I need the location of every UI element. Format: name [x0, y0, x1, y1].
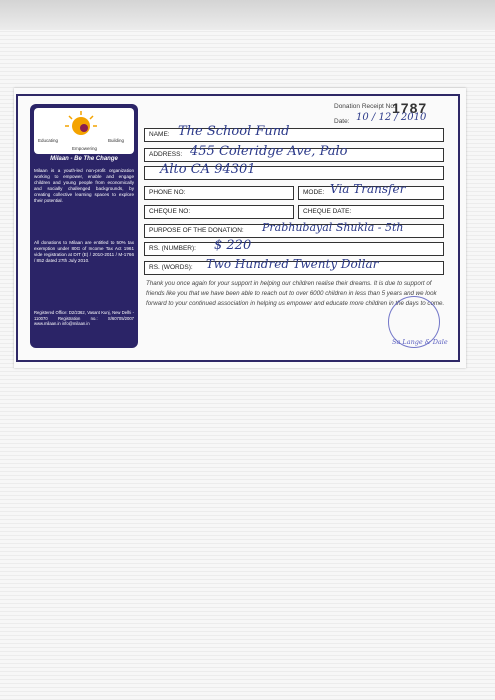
cheque-no-row: [144, 205, 294, 219]
receipt-number: 1787: [392, 100, 428, 116]
sidebar-office-address: Registered Office: D2/2362, Vasant Kunj, New Delhi - 110070 Registration no.: S/60705/2007 www.milaan.in info@milaan.in: [34, 310, 134, 326]
purpose-value: Prabhubayal Shukla - 5th: [262, 221, 404, 234]
cheque-date-label: CHEQUE DATE:: [303, 208, 352, 215]
rs-number-value: $ 220: [214, 238, 252, 253]
cheque-date-row: [298, 205, 444, 219]
sidebar-tax-note: All donations to Milaan are entitled to 50% tax exemption under 80G of Income Tax Act 1961 vide registration at DIT (E) / 2010-2011 / M-1766 / 852 dated 27th July 2010.: [34, 240, 134, 263]
organization-sidebar: [30, 104, 138, 348]
rs-words-value: Two Hundred Twenty Dollar: [206, 257, 379, 271]
phone-label: PHONE NO:: [149, 189, 186, 196]
mode-label: MODE:: [303, 189, 325, 196]
rs-number-row: [144, 242, 444, 256]
address-label: ADDRESS:: [149, 151, 183, 158]
sun-logo-icon: [64, 110, 98, 138]
phone-row: [144, 186, 294, 200]
rs-number-label: RS. (NUMBER):: [149, 245, 196, 252]
address-line-1: 455 Coleridge Ave, Palo: [190, 144, 348, 159]
sidebar-tagline: Milaan - Be The Change: [50, 156, 118, 162]
name-label: NAME:: [149, 131, 170, 138]
address-line-2: Alto CA 94301: [160, 162, 256, 177]
sidebar-about-text: Milaan is a youth-led non-profit organization working to empower, enable and engage children and young people from economically and socially challenged backgrounds, by creating collective learning spaces to explore their potential.: [34, 168, 134, 203]
scan-top-shadow: [0, 0, 495, 30]
name-value: The School Fund: [178, 124, 290, 139]
receipt-title: Donation Receipt No.: [334, 103, 396, 110]
date-value: 10 / 12 / 2010: [356, 112, 427, 123]
milaan-logo: [34, 108, 134, 154]
mode-value: Via Transfer: [330, 182, 406, 196]
logo-word-educating: Educating: [38, 138, 59, 143]
purpose-label: PURPOSE OF THE DONATION:: [149, 227, 244, 234]
signature: Sa Lange & Dale: [392, 338, 448, 346]
rs-words-label: RS. (WORDS):: [149, 264, 193, 271]
logo-word-empowering: Empowering: [72, 146, 98, 151]
date-label: Date:: [334, 118, 350, 125]
thank-you-note: Thank you once again for your support in helping our children realise their dreams. It is due to support of friends like you that we have been able to reach out to over 6000 children in less than 5 years and we look forward to your continued association in helping us empower and educate more children in the days to come.: [146, 280, 445, 307]
cheque-no-label: CHEQUE NO:: [149, 208, 191, 215]
logo-word-building: Building: [108, 138, 125, 143]
